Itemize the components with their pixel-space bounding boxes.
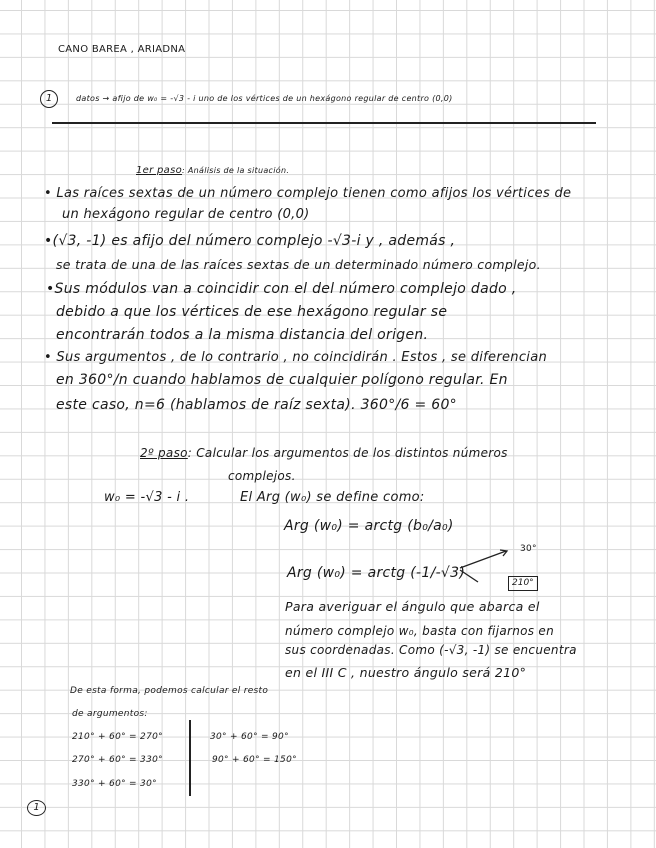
step1-line: debido a que los vértices de ese hexágono regular se	[56, 304, 448, 320]
step2-title	[140, 445, 508, 461]
step1-line: se trata de una de las raíces sextas de un determinado número complejo.	[56, 257, 541, 272]
conclusion-line: De esta forma, podemos calcular el resto	[70, 686, 269, 696]
page-mark: 1	[27, 800, 46, 816]
student-name: CANO BAREA , ARIADNA	[58, 44, 186, 55]
calc-right: 30° + 60° = 90°	[210, 732, 289, 742]
explanation-line: en el III C , nuestro ángulo será 210°	[285, 665, 527, 680]
step1-line: •Sus módulos van a coincidir con el del número complejo dado ,	[46, 281, 517, 297]
calc-left: 270° + 60° = 330°	[72, 755, 163, 765]
step2-title-num: 2º paso	[140, 446, 188, 460]
step1-title-rest: : Análisis de la situación.	[182, 166, 290, 175]
step2-title-rest: : Calcular los argumentos de los distintos números	[187, 446, 508, 460]
option-210-boxed: 210°	[508, 576, 538, 591]
calc-left: 210° + 60° = 270°	[72, 732, 163, 742]
step1-title	[136, 163, 289, 179]
calc-right: 90° + 60° = 150°	[212, 755, 297, 765]
option-30: 30°	[520, 544, 537, 554]
exercise-statement: datos → afijo de w₀ = -√3 - i uno de los vértices de un hexágono regular de centro (0,0)	[76, 94, 453, 103]
explanation-line: Para averiguar el ángulo que abarca el	[285, 599, 540, 614]
step1-line: • Sus argumentos , de lo contrario , no coincidirán . Estos , se diferencian	[44, 350, 547, 365]
step2-title-cont: complejos.	[228, 469, 296, 483]
step1-line: encontrarán todos a la misma distancia del origen.	[56, 327, 429, 343]
arg-definition: El Arg (w₀) se define como:	[240, 490, 425, 505]
step1-line: en 360°/n cuando hablamos de cualquier polígono regular. En	[56, 372, 508, 388]
formula-arctg-values: Arg (w₀) = arctg (-1/-√3)	[287, 565, 466, 581]
step1-line: •(√3, -1) es afijo del número complejo -√3-i y , además ,	[44, 233, 456, 249]
step1-title-num: 1er paso	[136, 165, 183, 176]
divider	[52, 122, 596, 124]
separator-line	[189, 720, 191, 796]
calc-left: 330° + 60° = 30°	[72, 779, 157, 789]
conclusion-line: de argumentos:	[72, 709, 148, 719]
formula-arctg-general: Arg (w₀) = arctg (b₀/a₀)	[284, 518, 454, 534]
explanation-line: número complejo w₀, basta con fijarnos en	[285, 624, 555, 638]
step1-line: un hexágono regular de centro (0,0)	[62, 207, 310, 222]
explanation-line: sus coordenadas. Como (-√3, -1) se encuentra	[285, 643, 577, 657]
exercise-number: 1	[40, 90, 58, 108]
step1-line: • Las raíces sextas de un número complejo tienen como afijos los vértices de	[44, 186, 572, 201]
w0-definition: w₀ = -√3 - i .	[104, 490, 190, 505]
step1-line: este caso, n=6 (hablamos de raíz sexta). 360°/6 = 60°	[56, 397, 457, 413]
